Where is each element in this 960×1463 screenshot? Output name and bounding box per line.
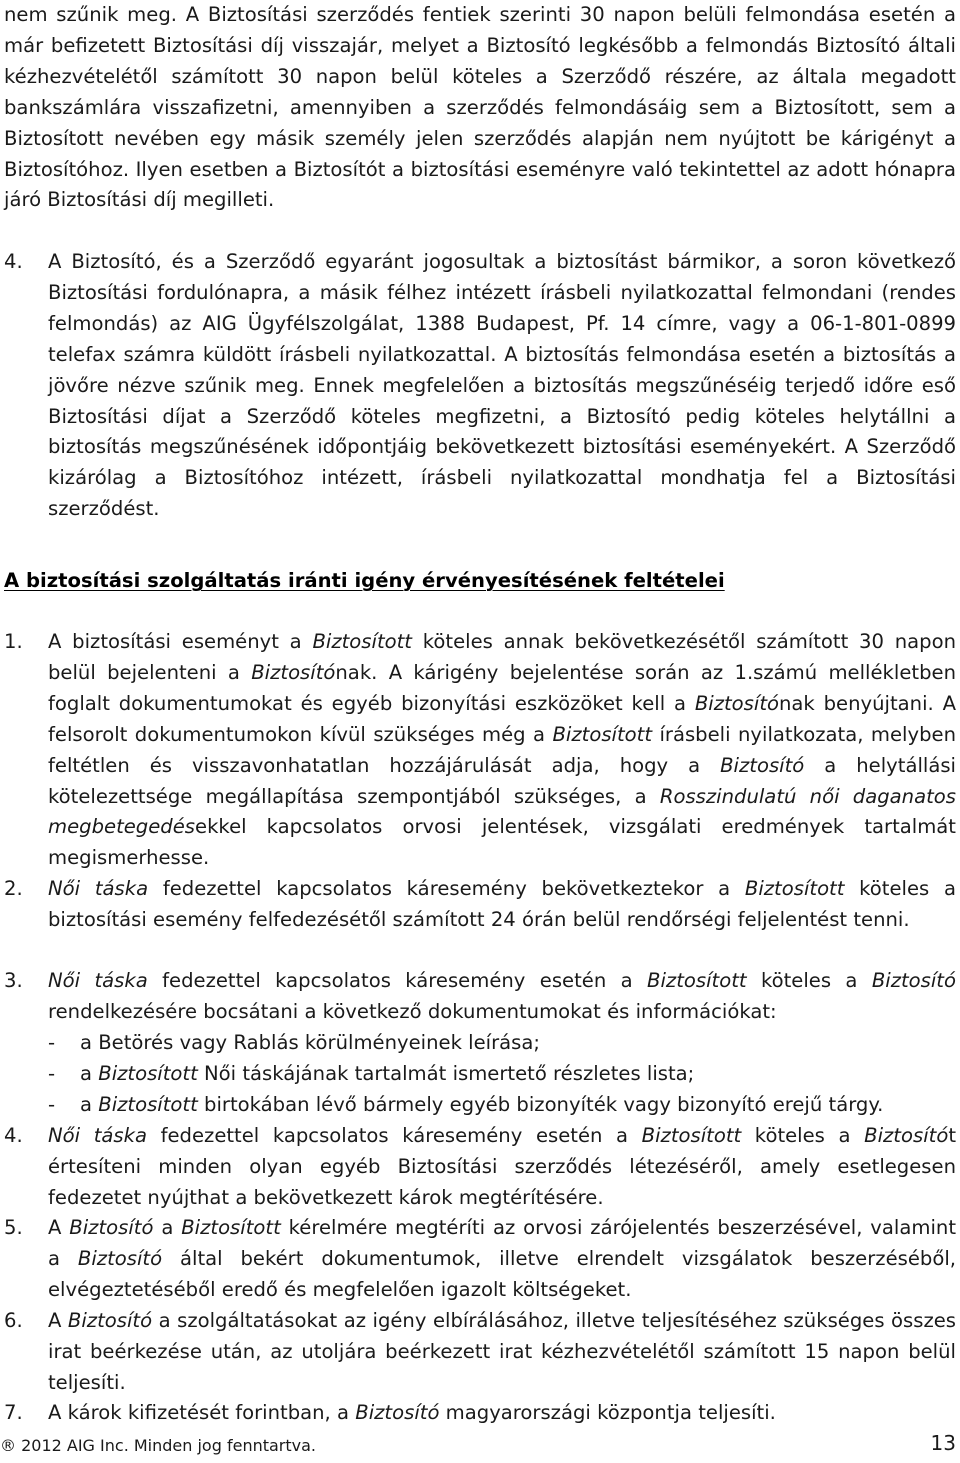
italic-term: Biztosító — [864, 1124, 949, 1147]
claim-item-1 — [48, 627, 956, 874]
document-list-item — [80, 1028, 956, 1059]
text-segment: a — [80, 1062, 99, 1085]
text-segment: rendelkezésére bocsátani a következő dokumentumokat és információkat: — [48, 999, 777, 1023]
italic-term: Biztosított — [98, 1093, 198, 1116]
text-segment: A károk kifizetését forintban, a — [48, 1401, 356, 1424]
text-segment: Női táskájának tartalmát ismertető részletes lista; — [197, 1062, 695, 1085]
claim-item-2 — [48, 874, 956, 936]
claim-item-5 — [48, 1213, 956, 1306]
text-segment: fedezettel kapcsolatos káresemény bekövetkeztekor a — [148, 877, 745, 900]
item-number: 4. — [4, 250, 23, 273]
italic-term: Biztosított — [552, 722, 653, 746]
text-segment: köteles a biztosítási esemény felfedezésétől számított 24 órán belül rendőrségi feljelentést tenni. — [48, 877, 956, 931]
italic-term: Biztosító — [355, 1401, 440, 1424]
italic-term: Biztosító — [251, 660, 336, 684]
text-segment: a — [80, 1093, 99, 1116]
italic-term: Biztosító — [69, 1216, 154, 1239]
document-list-item — [80, 1059, 956, 1090]
italic-term: Női táska — [48, 1124, 147, 1147]
italic-term: Biztosított — [98, 1062, 198, 1085]
italic-term: Biztosított — [641, 1124, 742, 1147]
text-segment: a szolgáltatásokat az igény elbírálásához, illetve teljesítéséhez szükséges összes irat beérkezése után, az utoljára beérkezett irat kézhezvételétől számított 15 napon belül teljesíti. — [48, 1309, 956, 1394]
claim-item-3 — [48, 966, 956, 1028]
text-segment: A biztosítási eseményt a — [48, 630, 313, 653]
claim-item-4 — [48, 1121, 956, 1214]
text-segment: a Betörés vagy Rablás körülményeinek leírása; — [80, 1031, 540, 1054]
text-segment: nak benyújtani. A felsorolt dokumentumokon kívül szükséges még a — [48, 691, 956, 746]
item-number: 5. — [4, 1216, 23, 1239]
italic-term: Biztosított — [744, 877, 845, 900]
claim-item-6 — [48, 1306, 956, 1399]
termination-paragraph: A Biztosító, és a Szerződő egyaránt jogosultak a biztosítást bármikor, a soron következő Biztosítási fordulónapra, a másik félhez intézett írásbeli nyilatkozattal felmondani (rendes felmondás) az AIG Ügyfélszolgálat, 1388 Budapest, Pf. 14 címre, vagy a 06-1-801-0899 telefax számra küldött írásbeli nyilatkozattal. A biztosítás felmondása esetén a biztosítás a jövőre nézve szűnik meg. Ennek megfelelően a biztosítás megszűnéséig terjedő időre eső Biztosítási díjat a Szerződő köteles megfizetni, a Biztosító pedig köteles helytállni a biztosítás megszűnésének időpontjáig bekövetkezett biztosítási eseményekért. A Szerződő kizárólag a Biztosítóhoz intézett, írásbeli nyilatkozattal mondhatja fel a Biztosítási szerződést. — [48, 250, 956, 521]
text-segment: köteles a — [746, 969, 872, 992]
italic-term: Női táska — [48, 877, 149, 900]
list-dash: - — [48, 1093, 56, 1116]
text-segment: írásbeli nyilatkozata, melyben feltétlen és visszavonhatatlan hozzájárulását adja, hogy a — [48, 722, 956, 777]
item-number: 6. — [4, 1309, 23, 1332]
italic-term: Rosszindulatú női daganatos megbetegedés — [48, 784, 956, 839]
section-heading: A biztosítási szolgáltatás iránti igény érvényesítésének feltételei — [4, 569, 725, 592]
italic-term: Biztosító — [77, 1246, 163, 1270]
copyright-notice: ® 2012 AIG Inc. Minden jog fenntartva. — [0, 1436, 317, 1455]
text-segment: A — [48, 1216, 70, 1239]
text-segment: fedezettel kapcsolatos káresemény esetén a — [147, 969, 648, 992]
italic-term: Biztosított — [647, 969, 747, 992]
text-segment: birtokában lévő bármely egyéb bizonyíték vagy bizonyító erejű tárgy. — [197, 1093, 884, 1116]
text-segment: nak. A kárigény bejelentése során az 1.számú mellékletben foglalt dokumentumokat és egyéb bizonyítási eszközöket kell a — [48, 660, 956, 715]
italic-term: Biztosító — [720, 753, 805, 777]
italic-term: Biztosított — [312, 630, 412, 653]
italic-term: Biztosító — [67, 1309, 153, 1332]
italic-term: Biztosító — [694, 691, 779, 715]
text-segment: fedezettel kapcsolatos káresemény esetén a — [146, 1124, 642, 1147]
italic-term: Női táska — [48, 969, 148, 992]
text-segment: által bekért dokumentumok, illetve elrendelt vizsgálatok beszerzéséből, elvégeztetéséből eredő és megfelelően igazolt költségeket. — [48, 1246, 956, 1301]
text-segment: a — [153, 1216, 182, 1239]
item-number: 3. — [4, 969, 23, 992]
text-segment: magyarországi központja teljesíti. — [439, 1401, 776, 1424]
item-number: 1. — [4, 630, 23, 653]
list-dash: - — [48, 1062, 56, 1085]
text-segment: köteles annak bekövetkezésétől számított 30 napon belül bejelenteni a — [48, 630, 956, 684]
text-segment: kérelmére megtéríti az orvosi zárójelentés beszerzésével, valamint a — [48, 1216, 956, 1270]
page-number: 13 — [930, 1431, 956, 1455]
item-number: 4. — [4, 1124, 23, 1147]
italic-term: Biztosító — [871, 969, 956, 992]
text-segment: köteles a — [741, 1124, 865, 1147]
claim-item-7 — [48, 1398, 956, 1429]
item-number: 2. — [4, 877, 23, 900]
list-dash: - — [48, 1031, 56, 1054]
continued-paragraph: nem szűnik meg. A Biztosítási szerződés fentiek szerinti 30 napon belüli felmondása esetén a már befizetett Biztosítási díj visszajár, melyet a Biztosító legkésőbb a felmondás Biztosító általi kézhezvételétől számított 30 napon belül köteles a Szerződő részére, az általa megadott bankszámlára visszafizetni, amennyiben a szerződés felmondásáig sem a Biztosított, sem a Biztosított nevében egy másik személy jelen szerződés alapján nem nyújtott be kárigényt a Biztosítóhoz. Ilyen esetben a Biztosítót a biztosítási eseményre való tekintettel az adott hónapra járó Biztosítási díj megilleti. — [4, 3, 956, 212]
text-segment: t értesíteni minden olyan egyéb Biztosítási szerződés létezéséről, amely esetlegesen fedezetet nyújthat a bekövetkezett károk megtérítésére. — [48, 1124, 956, 1209]
document-list-item — [80, 1090, 956, 1121]
italic-term: Biztosított — [181, 1216, 281, 1239]
text-segment: ekkel kapcsolatos orvosi jelentések, vizsgálati eredmények tartalmát megismerhesse. — [48, 815, 956, 870]
item-number: 7. — [4, 1401, 23, 1424]
text-segment: A — [48, 1309, 68, 1332]
text-segment: a helytállási kötelezettsége megállapítása szempontjából szükséges, a — [48, 753, 956, 808]
